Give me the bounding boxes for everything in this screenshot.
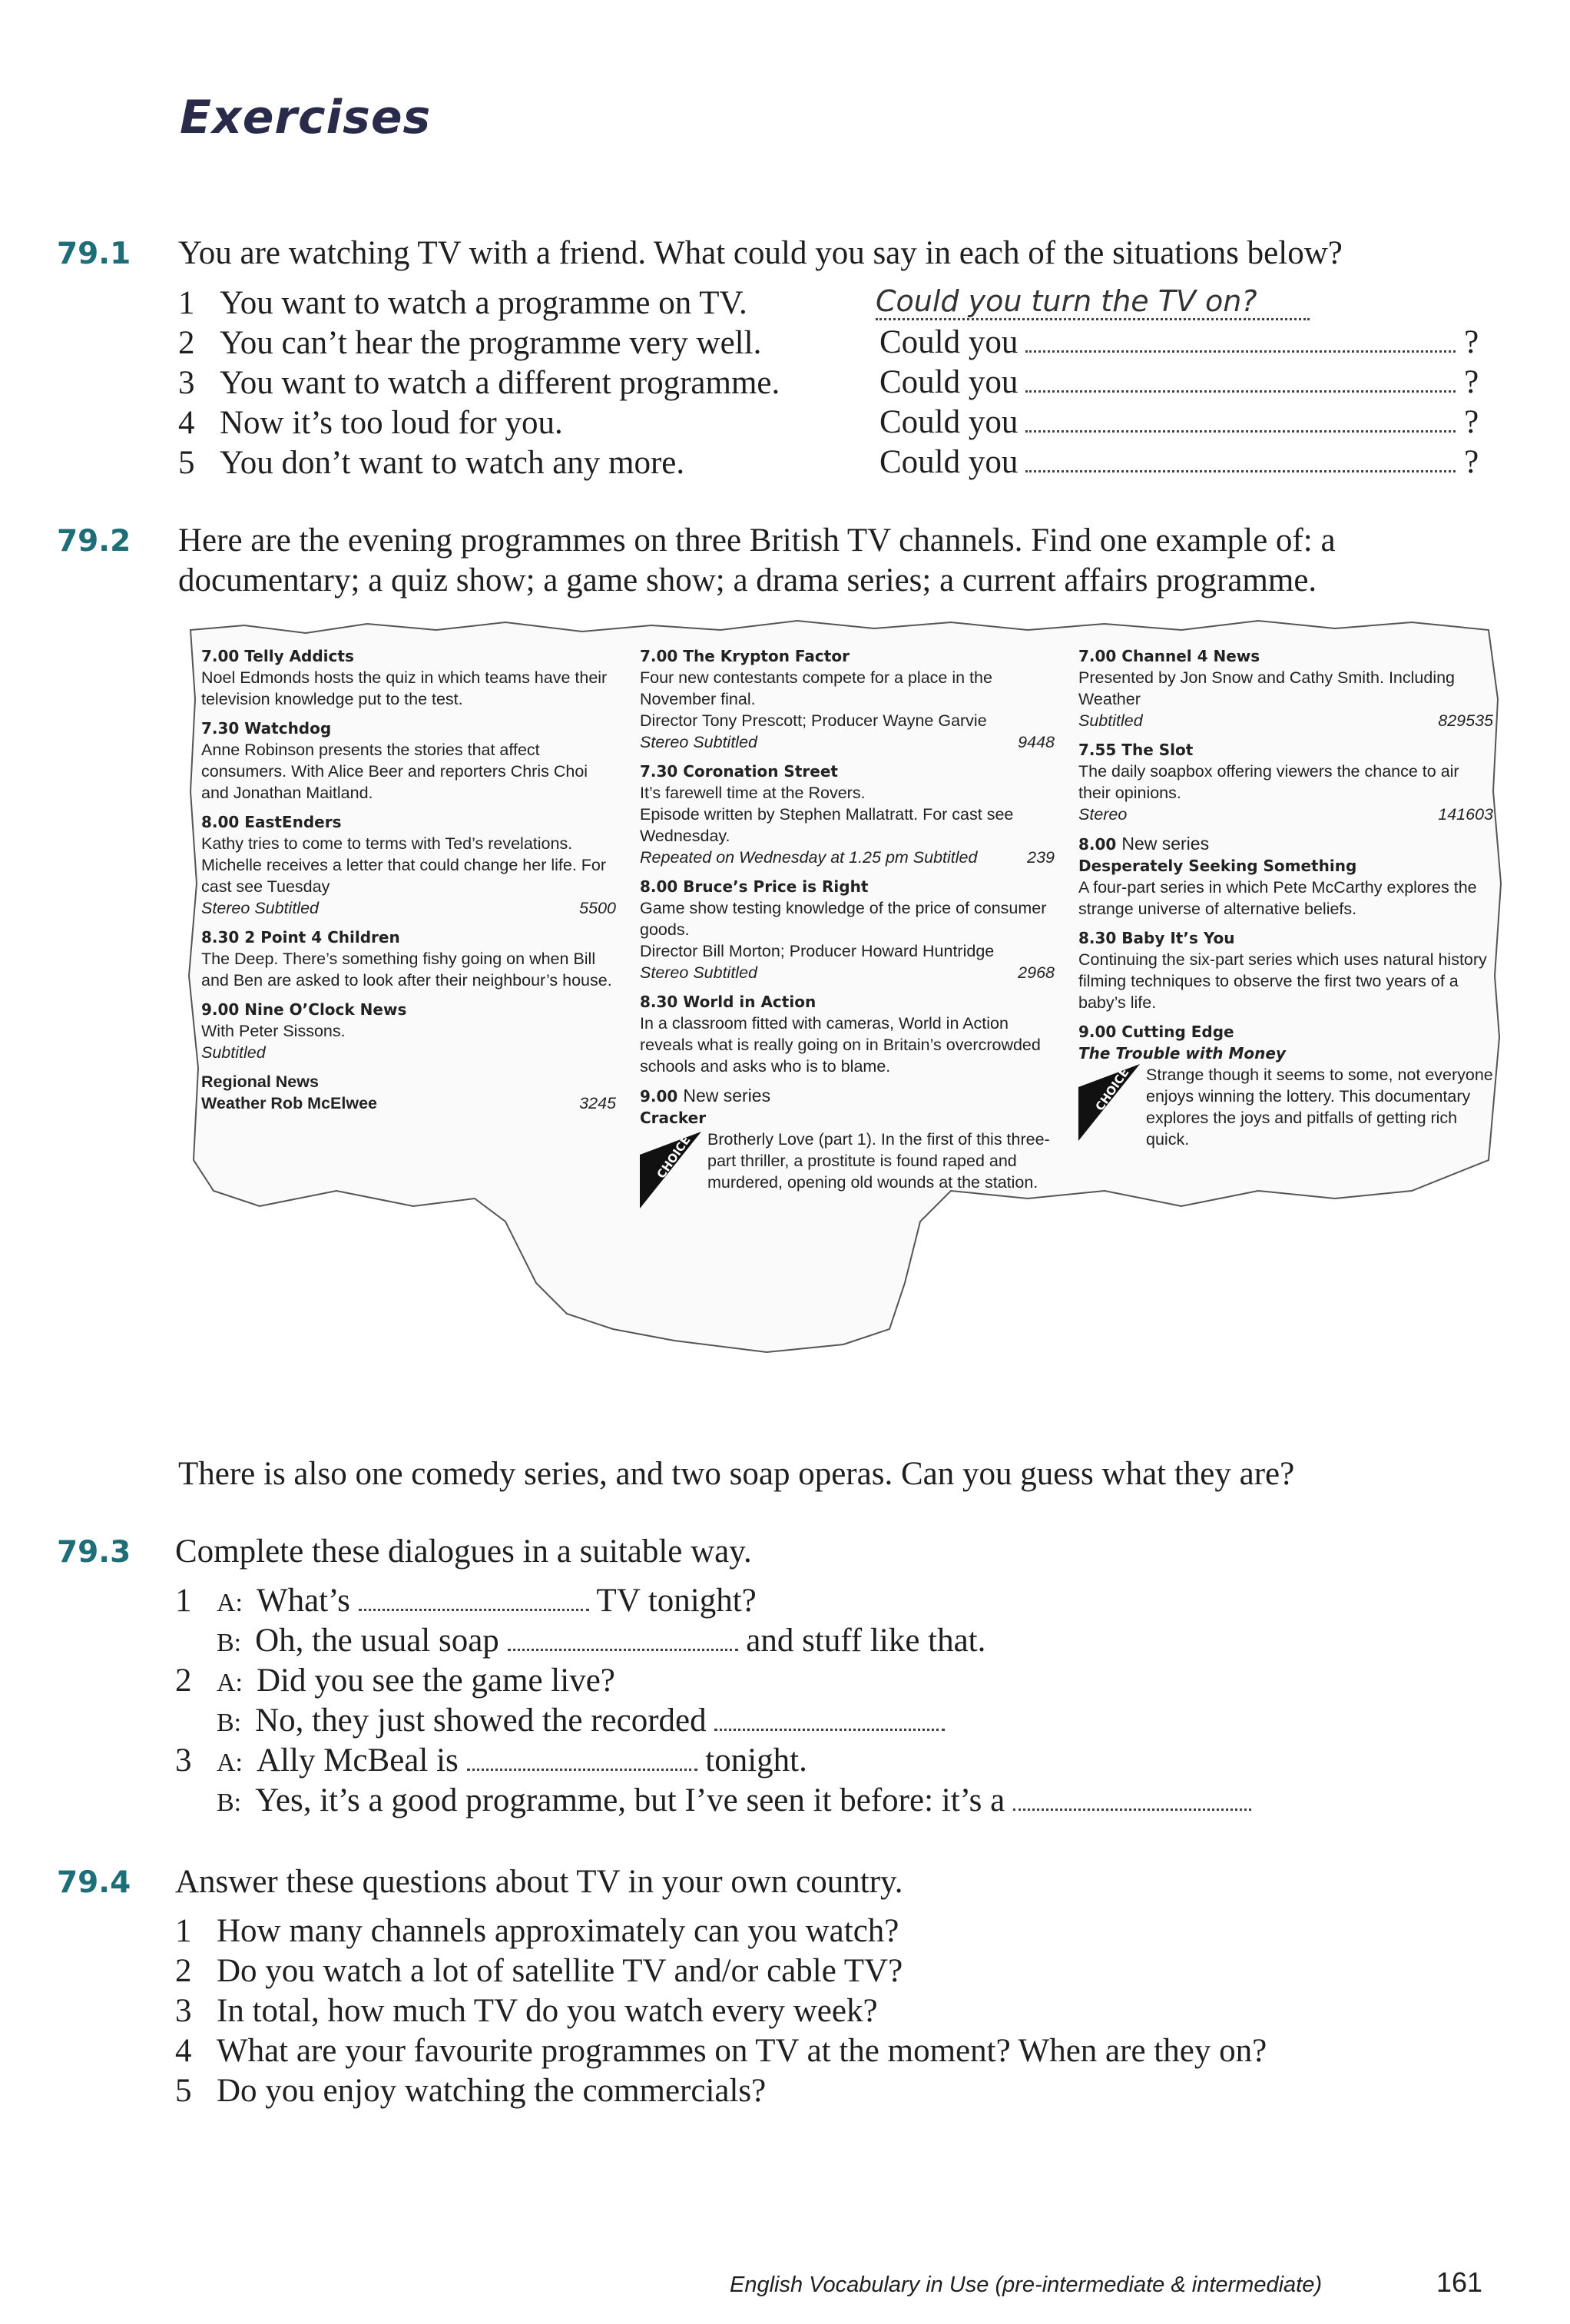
listing-title: 7.00 Channel 4 News [1078,647,1260,665]
choice-badge-icon [1078,1064,1140,1141]
blank-1b[interactable] [508,1630,738,1651]
listing-title: 9.00 Cutting Edge [1078,1023,1234,1041]
listing-coronation-street [640,761,1055,868]
answer-line-4[interactable]: Could you ? [879,404,1479,440]
listing-title-name: Cracker [640,1109,707,1127]
exercise-number-79-2: 79.2 [57,524,131,559]
exercise-79-4-question-4: 4 What are your favourite programmes on TV at the moment? When are they on? [175,2033,1267,2069]
listing-title: 8.30 World in Action [640,993,816,1011]
listing-title-name: Desperately Seeking Something [1078,857,1357,875]
listing-title: 9.00 Nine O’Clock News [201,1000,407,1019]
exercise-79-3-instruction: Complete these dialogues in a suitable way. [175,1533,752,1570]
listing-credits: Director Bill Morton; Producer Howard Huntridge [640,942,995,960]
listing-code: Stereo 141603 [1078,805,1493,824]
exercise-79-1-item-3: 3 You want to watch a different programme. [178,365,780,401]
listing-cutting-edge [1078,1021,1493,1150]
footer-book-title: English Vocabulary in Use (pre-intermediate & intermediate) [730,2273,1323,2297]
example-answer-handwritten: Could you turn the TV on? [876,284,1310,320]
dialogue-1-line-b: B: Oh, the usual soap and stuff like that. [217,1623,986,1659]
exercise-79-1-item-5: 5 You don’t want to watch any more. [178,445,685,481]
listing-description: With Peter Sissons. [201,1022,346,1040]
answer-line-5[interactable]: Could you ? [879,444,1479,480]
listing-code: Stereo Subtitled 2968 [640,963,1055,982]
listing-description: Strange though it seems to some, not everyone enjoys winning the lottery. This documentary explores the joys and pitfalls of getting rich quick. [1146,1066,1493,1149]
listing-title: 8.30 Baby It’s You [1078,929,1235,947]
listing-the-slot [1078,739,1493,825]
listing-description: Presented by Jon Snow and Cathy Smith. Including Weather [1078,668,1456,708]
listing-code: Stereo Subtitled 9448 [640,733,1055,751]
listing-bruces-price-is-right [640,876,1055,983]
listing-channel-4-news [1078,645,1493,731]
tv-listings-clipping [183,607,1504,1406]
exercise-79-4-question-5: 5 Do you enjoy watching the commercials? [175,2073,767,2109]
listing-description: Four new contestants compete for a place in the November final. [640,668,992,708]
listings-column-3 [1078,645,1493,1158]
answer-line-2[interactable]: Could you ? [879,324,1479,360]
listing-world-in-action [640,991,1055,1077]
exercise-number-79-1: 79.1 [57,237,131,271]
listing-credits: Director Tony Prescott; Producer Wayne Garvie [640,711,987,730]
listing-regional-news: Regional News Weather Rob McElwee 3245 [201,1072,616,1112]
listing-eastenders [201,811,616,919]
dialogue-3-line-b: B: Yes, it’s a good programme, but I’ve seen it before: it’s a [175,1781,1251,1823]
exercise-79-2-followup: There is also one comedy series, and two soap operas. Can you guess what they are? [178,1456,1295,1492]
exercise-79-2-instruction-line2: documentary; a quiz show; a game show; a drama series; a current affairs programme. [178,562,1317,598]
exercise-79-1-item-1: 1 You want to watch a programme on TV. [178,285,747,321]
exercise-79-1-item-4: 4 Now it’s too loud for you. [178,405,563,441]
listing-description: Anne Robinson presents the stories that affect consumers. With Alice Beer and reporters Chris Choi and Jonathan Maitland. [201,741,588,802]
exercise-79-4-question-2: 2 Do you watch a lot of satellite TV and/or cable TV? [175,1953,903,1989]
answer-line-3[interactable]: Could you ? [879,364,1479,400]
listing-nine-oclock-news [201,999,616,1063]
listing-description: The daily soapbox offering viewers the chance to air their opinions. [1078,762,1459,802]
exercise-79-2-instruction-line1: Here are the evening programmes on three British TV channels. Find one example of: a [178,522,1336,559]
listing-description: Game show testing knowledge of the price of consumer goods. [640,899,1047,939]
listing-title: 7.30 Watchdog [201,719,332,738]
exercise-79-1-item-2: 2 You can’t hear the programme very well. [178,325,762,361]
dialogue-2-line-b: B: No, they just showed the recorded [175,1701,945,1743]
listing-description: In a classroom fitted with cameras, World in Action reveals what is really going on in Britain’s overcrowded schools and asks who is to blame. [640,1014,1041,1076]
listing-title: 9.00 New series [640,1086,771,1106]
listing-code: Repeated on Wednesday at 1.25 pm Subtitled 239 [640,848,1055,867]
exercise-79-1-instruction: You are watching TV with a friend. What could you say in each of the situations below? [178,235,1343,271]
listing-telly-addicts [201,645,616,710]
listings-column-1 [201,645,616,1122]
listing-title: 8.00 New series [1078,834,1210,854]
listing-title: 8.30 2 Point 4 Children [201,928,400,947]
listing-watchdog [201,718,616,804]
listings-column-2 [640,645,1055,1221]
listing-cracker [640,1085,1055,1213]
svg-text:CHOICE: CHOICE [654,1133,694,1182]
listing-description: A four-part series in which Pete McCarthy explores the strange universe of alternative beliefs. [1078,878,1477,918]
listing-description: It’s farewell time at the Rovers. [640,784,866,802]
listing-desperately-seeking-something [1078,833,1493,920]
listing-description: Brotherly Love (part 1). In the first of this three-part thriller, a prostitute is found raped and murdered, opening old wounds at the station. [707,1130,1050,1192]
listing-title: 7.00 The Krypton Factor [640,647,850,665]
listing-baby-its-you [1078,927,1493,1013]
listing-credits: Episode written by Stephen Mallatratt. For cast see Wednesday. [640,805,1014,845]
listing-code: Stereo Subtitled 5500 [201,899,616,917]
exercise-number-79-4: 79.4 [57,1865,131,1900]
dialogue-3-line-a: 3 A: Ally McBeal is tonight. [175,1742,807,1779]
listing-krypton-factor [640,645,1055,753]
listing-description: Continuing the six-part series which uses natural history filming techniques to observe the first two years of a baby’s life. [1078,950,1487,1012]
listing-code: Subtitled 829535 [1078,711,1493,730]
exercise-79-4-question-1: 1 How many channels approximately can you watch? [175,1913,899,1949]
page-title: Exercises [180,91,432,144]
blank-3a[interactable] [467,1750,697,1771]
listing-description: The Deep. There’s something fishy going on when Bill and Ben are asked to look after their neighbour’s house. [201,950,612,990]
listing-title: 8.00 EastEnders [201,813,342,831]
exercise-number-79-3: 79.3 [57,1535,131,1570]
listing-description: Noel Edmonds hosts the quiz in which teams have their television knowledge put to the test. [201,668,608,708]
listing-title: 8.00 Bruce’s Price is Right [640,877,869,896]
blank-2b[interactable] [714,1710,945,1731]
listing-2-point-4-children [201,927,616,991]
dialogue-2-line-a: 2 A: Did you see the game live? [175,1663,615,1699]
listing-extra: Subtitled [201,1043,266,1062]
choice-badge-icon [640,1132,701,1208]
exercise-79-4-instruction: Answer these questions about TV in your own country. [175,1864,903,1900]
listing-description: Kathy tries to come to terms with Ted’s revelations. Michelle receives a letter that could change her life. For cast see Tuesday [201,834,607,896]
blank-1a[interactable] [359,1590,589,1611]
page-number: 161 [1436,2266,1483,2298]
svg-text:CHOICE: CHOICE [1092,1066,1132,1114]
dialogue-1-line-a: 1 A: What’s TV tonight? [175,1583,757,1619]
blank-3b[interactable] [1013,1790,1251,1811]
exercise-79-4-question-3: 3 In total, how much TV do you watch every week? [175,1993,878,2029]
listing-title: 7.30 Coronation Street [640,762,838,781]
listing-title: 7.00 Telly Addicts [201,647,354,665]
listing-subtitle: The Trouble with Money [1078,1044,1286,1063]
listing-title: 7.55 The Slot [1078,741,1194,759]
